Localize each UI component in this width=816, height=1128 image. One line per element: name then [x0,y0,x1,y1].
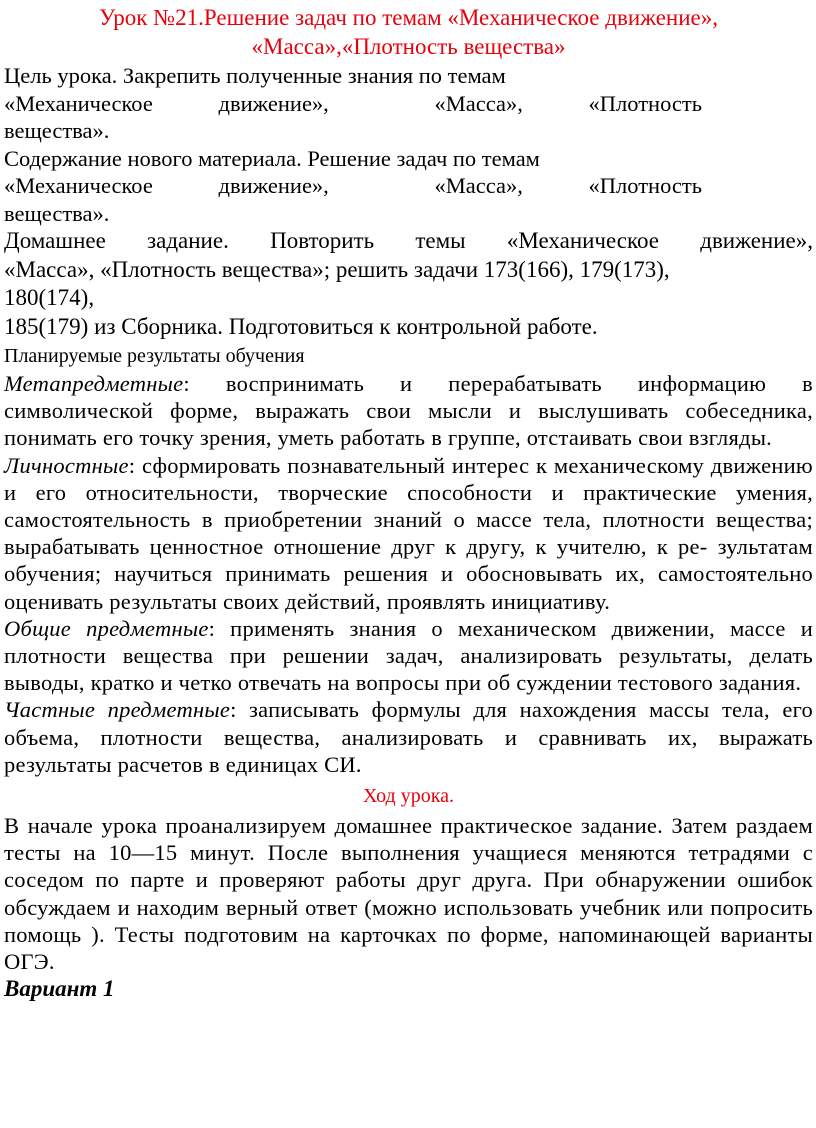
lesson-progress-heading: Ход урока. [362,785,455,808]
result-specific-text: : записывать формулы для нахождения массы тела, его объема, плотности вещества, анализировать и сравнивать их, выражать результаты расчетов в единицах СИ. [4,697,813,777]
content-word-1: «Механическое [4,173,153,198]
goal-word-3: «Масса», [434,90,523,116]
result-general-text: : применять знания о механическом движении, массе и плотности вещества при решении задач, анализировать результаты, делать выводы, кратко и четко отвечать на вопросы при об суждении тестового задания. [4,615,813,696]
result-personal-label: Личностные [4,452,129,478]
content-word-3: «Масса», [434,173,523,198]
homework-line-4: 185(179) из Сборника. Подготовиться к контрольной работе. [4,313,598,339]
result-meta-text: : воспринимать и перерабатывать информацию в символической форме, выражать свои мысли и выслушивать собеседника, понимать его точку зрения, уметь работать в группе, отстаивать свои взгляды. [4,371,813,451]
title-line-2: «Масса»,«Плотность вещества» [251,34,566,59]
document-page [0,3,816,1128]
variant-label: Вариант 1 [4,976,115,1002]
title-line-1: Урок №21.Решение задач по темам «Механическое движение», [98,5,719,30]
lesson-progress-text: В начале урока проанализируем домашнее практическое задание. Затем раздаем тесты на 10—15 минут. После выполнения учащиеся меняются тетрадями с соседом по парте и проверяют работы друг друга. При обнаружении ошибок обсуждаем и находим верный ответ (можно использовать учебник или попросить помощь ). Тесты подготовим на карточках по форме, напоминающей варианты ОГЭ. [4,813,813,975]
content-word-4: «Плотность [588,173,702,198]
homework-line-1: Домашнее задание. Повторить темы «Механическое движение», [4,228,813,253]
homework [4,227,813,341]
goal-line-3: вещества». [4,118,110,143]
content-line-3: вещества». [4,200,110,226]
lesson-goal [4,62,813,145]
goal-word-1: «Механическое [4,90,153,116]
result-general-label: Общие предметные [4,615,209,641]
result-personal [4,452,813,615]
result-general [4,615,813,697]
goal-line-2 [4,90,702,118]
goal-word-2: движение», [218,90,329,116]
result-meta [4,370,813,452]
content-line-1: Содержание нового материала. Решение задач по темам [4,145,540,171]
lesson-title [4,3,813,61]
new-material [4,145,813,228]
homework-line-3: 180(174), [4,285,95,310]
result-specific [4,696,813,778]
results-heading: Планируемые результаты обучения [4,345,305,367]
result-meta-label: Метапредметные [4,371,184,396]
homework-line-2: «Масса», «Плотность вещества»; решить задачи 173(166), 179(173), [4,256,670,282]
content-word-2: движение», [218,173,329,198]
result-specific-label: Частные предметные [4,697,231,723]
result-personal-text: : сформировать познавательный интерес к механическому движению и его относительности, творческие способности и практические умения, самостоятельность в приобретении знаний о массе тела, плотности вещества; вырабатывать ценностное отношение друг к другу, к учителю, к ре- зультатам обучения; научиться принимать решения и обосновывать их, самостоятельно оценивать результаты своих действий, проявлять инициативу. [4,452,813,614]
goal-word-4: «Плотность [588,90,702,116]
goal-line-1: Цель урока. Закрепить полученные знания по темам [4,63,506,88]
content-line-2 [4,172,702,200]
